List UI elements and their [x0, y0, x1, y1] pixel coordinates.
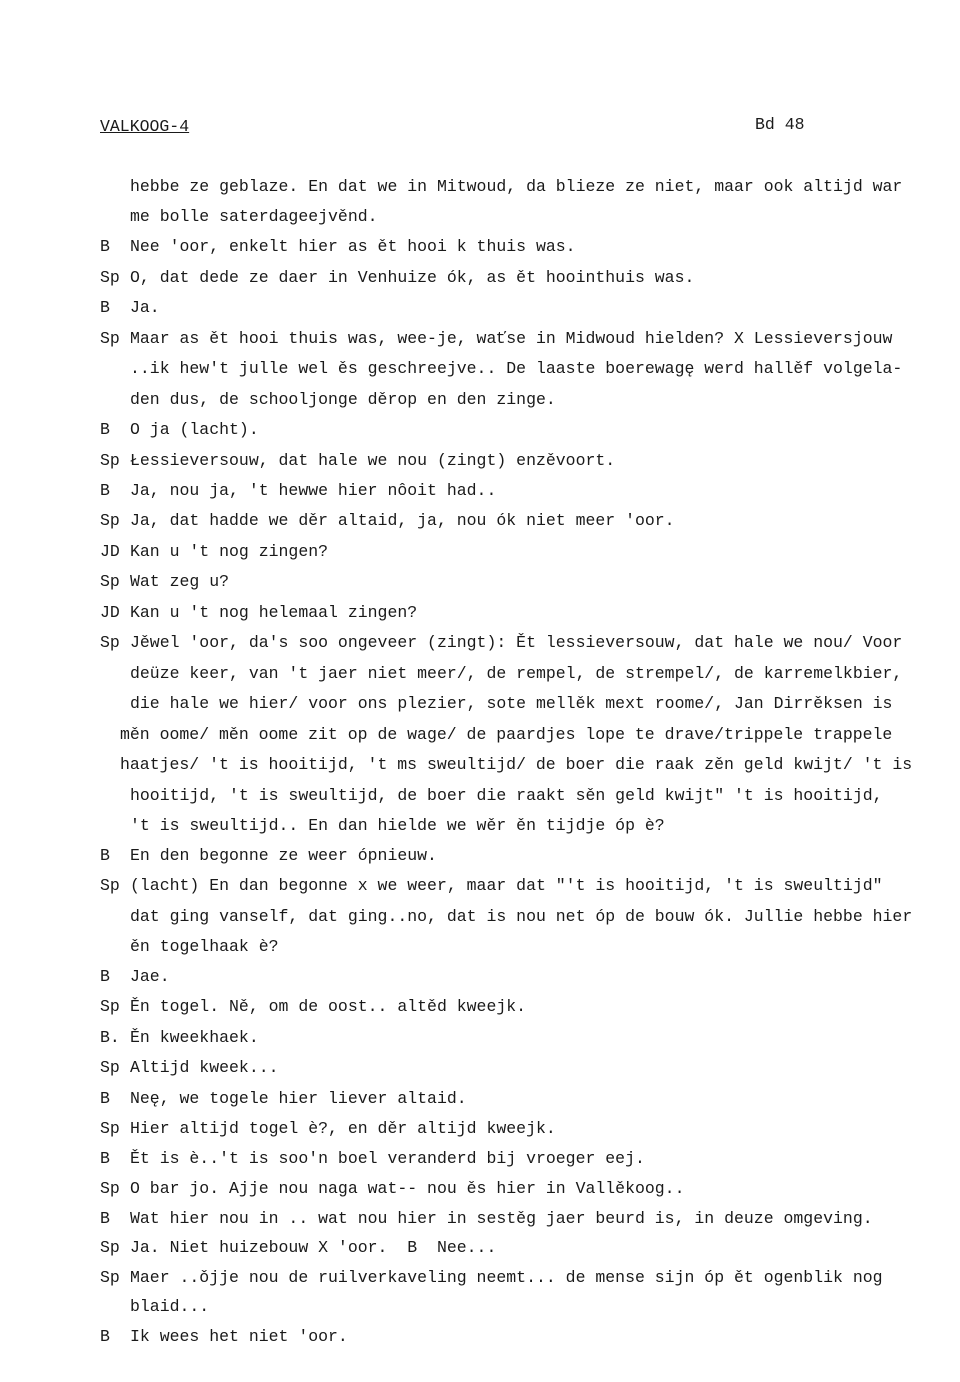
line-text: O, dat dede ze daer in Venhuize ók, as ět hoointhuis was.	[130, 268, 695, 287]
line-text: (lacht) En dan begonne x we weer, maar dat "'t is hooitijd, 't is sweultijd"	[130, 876, 883, 895]
speaker-label: B.	[100, 1028, 120, 1047]
speaker-label: Sp	[100, 1179, 120, 1198]
line-text: blaid...	[130, 1297, 210, 1316]
speaker-label: Sp	[100, 329, 120, 348]
line-text: hooitijd, 't is sweultijd, de boer die raakt sěn geld kwijt" 't is hooitijd,	[130, 786, 883, 805]
speaker-label: Sp	[100, 876, 120, 895]
line-text: Ěn togel. Ně, om de oost.. altěd kweejk.	[130, 997, 527, 1016]
line-text: Ěn kweekhaek.	[130, 1028, 259, 1047]
speaker-label: B	[100, 481, 110, 500]
speaker-label: Sp	[100, 572, 120, 591]
line-text: hebbe ze geblaze. En dat we in Mitwoud, da blieze ze niet, maar ook altijd war	[130, 177, 903, 196]
speaker-label: B	[100, 298, 110, 317]
line-text: ěn togelhaak è?	[130, 937, 279, 956]
line-text: Nee 'oor, enkelt hier as ět hooi k thuis was.	[130, 237, 576, 256]
speaker-label: B	[100, 237, 110, 256]
line-text: Ět is è..'t is soo'n boel veranderd bij vroeger eej.	[130, 1149, 645, 1168]
speaker-label: B	[100, 1209, 110, 1228]
line-text: haatjes/ 't is hooitijd, 't ms sweultijd/ de boer die raak zěn geld kwijt/ 't is	[120, 755, 913, 774]
speaker-label: B	[100, 967, 110, 986]
speaker-label: B	[100, 1089, 110, 1108]
speaker-label: JD	[100, 542, 120, 561]
line-text: Ja. Niet huizebouw X 'oor. B Nee...	[130, 1238, 497, 1257]
line-text: Wat zeg u?	[130, 572, 230, 591]
speaker-label: Sp	[100, 1268, 120, 1287]
speaker-label: Sp	[100, 1119, 120, 1138]
line-text: Ja, dat hadde we děr altaid, ja, nou ók niet meer 'oor.	[130, 511, 675, 530]
line-text: Jěwel 'oor, da's soo ongeveer (zingt): Ět lessieversouw, dat hale we nou/ Voor	[130, 633, 903, 652]
line-text: 't is sweultijd.. En dan hielde we wěr ěn tijdje óp è?	[130, 816, 665, 835]
line-text: Kan u 't nog zingen?	[130, 542, 329, 561]
line-text: Jae.	[130, 967, 170, 986]
line-text: dat ging vanself, dat ging..no, dat is nou net óp de bouw ók. Jullie hebbe hier	[130, 907, 913, 926]
line-text: me bolle saterdageejvěnd.	[130, 207, 378, 226]
line-text: deüze keer, van 't jaer niet meer/, de rempel, de strempel/, de karremelkbier,	[130, 664, 903, 683]
page-number: Bd 48	[755, 115, 805, 134]
speaker-label: Sp	[100, 511, 120, 530]
speaker-label: JD	[100, 603, 120, 622]
line-text: Maar as ět hooi thuis was, wee-je, waťse in Midwoud hielden? X Lessieversjouw	[130, 329, 893, 348]
line-text: Ja, nou ja, 't hewwe hier nôoit had..	[130, 481, 497, 500]
line-text: die hale we hier/ voor ons plezier, sote mellěk mext roome/, Jan Dirrěksen is	[130, 694, 893, 713]
line-text: Neę, we togele hier liever altaid.	[130, 1089, 467, 1108]
speaker-label: B	[100, 1327, 110, 1346]
line-text: den dus, de schooljonge děrop en den zinge.	[130, 390, 556, 409]
line-text: Altijd kweek...	[130, 1058, 279, 1077]
line-text: En den begonne ze weer ópnieuw.	[130, 846, 437, 865]
speaker-label: B	[100, 420, 110, 439]
speaker-label: Sp	[100, 268, 120, 287]
line-text: Ik wees het niet 'oor.	[130, 1327, 348, 1346]
line-text: Kan u 't nog helemaal zingen?	[130, 603, 418, 622]
line-text: Maer ..ǒjje nou de ruilverkaveling neemt... de mense sijn óp ět ogenblik nog	[130, 1268, 883, 1287]
line-text: ..ik hew't julle wel ěs geschreejve.. De laaste boerewagę werd hallěf volgela-	[130, 359, 903, 378]
speaker-label: B	[100, 846, 110, 865]
line-text: Ja.	[130, 298, 160, 317]
document-code: VALKOOG-4	[100, 117, 190, 136]
speaker-label: B	[100, 1149, 110, 1168]
line-text: měn oome/ měn oome zit op de wage/ de paardjes lope te drave/trippele trappele	[120, 725, 893, 744]
line-text: Łessieversouw, dat hale we nou (zingt) enzěvoort.	[130, 451, 616, 470]
line-text: Hier altijd togel è?, en děr altijd kweejk.	[130, 1119, 556, 1138]
speaker-label: Sp	[100, 633, 120, 652]
line-text: Wat hier nou in .. wat nou hier in sestěg jaer beurd is, in deuze omgeving.	[130, 1209, 873, 1228]
speaker-label: Sp	[100, 997, 120, 1016]
speaker-label: Sp	[100, 1058, 120, 1077]
speaker-label: Sp	[100, 451, 120, 470]
line-text: O bar jo. Ajje nou naga wat-- nou ěs hier in Vallěkoog..	[130, 1179, 685, 1198]
speaker-label: Sp	[100, 1238, 120, 1257]
line-text: O ja (lacht).	[130, 420, 259, 439]
